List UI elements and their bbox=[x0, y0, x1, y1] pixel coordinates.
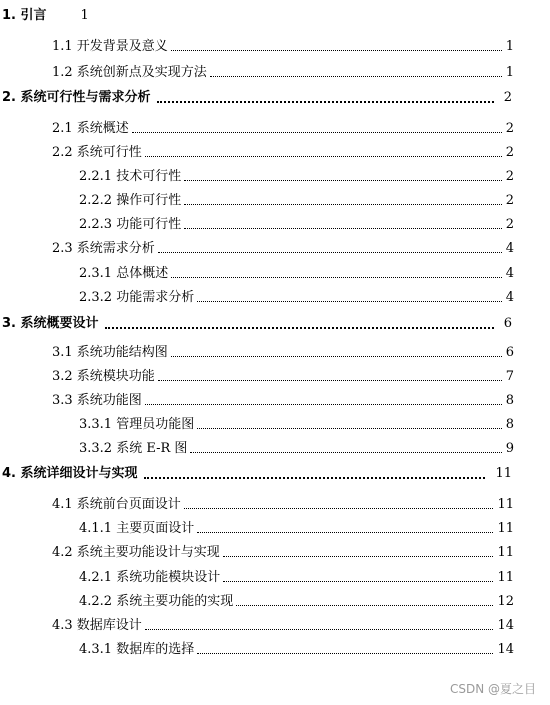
dot-leader bbox=[210, 76, 502, 77]
toc-entry-page-number: 4 bbox=[505, 266, 514, 281]
toc-entry[interactable] bbox=[79, 413, 514, 433]
toc-entry-title: 3.3 系统功能图 bbox=[52, 393, 142, 408]
dot-leader bbox=[105, 327, 494, 329]
dot-leader bbox=[190, 452, 501, 453]
toc-entry-page-number: 11 bbox=[497, 545, 514, 560]
toc-entry-page-number: 2 bbox=[505, 169, 514, 184]
toc-entry-page-number: 2 bbox=[505, 217, 514, 232]
toc-entry-page-number: 12 bbox=[497, 594, 514, 609]
toc-entry-page-number: 4 bbox=[505, 290, 514, 305]
toc-entry-title: 3. 系统概要设计 bbox=[2, 316, 99, 331]
toc-entry[interactable] bbox=[2, 312, 512, 332]
toc-entry-title: 1.1 开发背景及意义 bbox=[52, 39, 168, 54]
toc-entry-title: 2.3.1 总体概述 bbox=[79, 266, 169, 281]
toc-entry[interactable] bbox=[79, 262, 514, 282]
toc-entry-page-number: 1 bbox=[80, 8, 89, 23]
toc-entry-page-number: 6 bbox=[505, 345, 514, 360]
toc-entry-page-number: 1 bbox=[505, 39, 514, 54]
toc-entry-title: 4.1 系统前台页面设计 bbox=[52, 497, 181, 512]
toc-entry[interactable] bbox=[79, 165, 514, 185]
toc-entry[interactable] bbox=[2, 462, 512, 482]
dot-leader bbox=[197, 428, 502, 429]
toc-entry-title: 2.1 系统概述 bbox=[52, 121, 129, 136]
dot-leader bbox=[171, 50, 502, 51]
dot-leader bbox=[145, 629, 494, 630]
dot-leader bbox=[197, 301, 502, 302]
toc-entry-page-number: 11 bbox=[495, 466, 512, 481]
toc-entry-page-number: 11 bbox=[497, 521, 514, 536]
toc-entry-page-number: 2 bbox=[505, 145, 514, 160]
toc-entry[interactable] bbox=[2, 86, 512, 106]
csdn-watermark: CSDN @夏之目 bbox=[449, 682, 536, 696]
dot-leader bbox=[158, 380, 502, 381]
toc-entry[interactable] bbox=[79, 286, 514, 306]
dot-leader bbox=[223, 581, 493, 582]
toc-entry-page-number: 2 bbox=[505, 121, 514, 136]
toc-entry[interactable] bbox=[79, 517, 514, 537]
dot-leader bbox=[132, 132, 502, 133]
toc-entry[interactable] bbox=[52, 365, 514, 385]
toc-entry-title: 4.2 系统主要功能设计与实现 bbox=[52, 545, 220, 560]
dot-leader bbox=[157, 101, 494, 103]
dot-leader bbox=[184, 204, 502, 205]
toc-entry-page-number: 8 bbox=[505, 393, 514, 408]
toc-entry-title: 3.1 系统功能结构图 bbox=[52, 345, 168, 360]
toc-entry-page-number: 14 bbox=[497, 618, 514, 633]
toc-entry-page-number: 2 bbox=[505, 193, 514, 208]
toc-entry-title: 2.2.1 技术可行性 bbox=[79, 169, 182, 184]
dot-leader bbox=[145, 404, 502, 405]
dot-leader bbox=[184, 180, 502, 181]
toc-entry-page-number: 1 bbox=[505, 65, 514, 80]
toc-entry-page-number: 7 bbox=[505, 369, 514, 384]
toc-entry-page-number: 9 bbox=[505, 441, 514, 456]
dot-leader bbox=[223, 556, 494, 557]
toc-entry[interactable] bbox=[52, 35, 514, 55]
toc-entry-title: 4.1.1 主要页面设计 bbox=[79, 521, 195, 536]
dot-leader bbox=[158, 252, 502, 253]
dot-leader bbox=[184, 228, 502, 229]
dot-leader bbox=[184, 508, 494, 509]
toc-entry-page-number: 14 bbox=[497, 642, 514, 657]
toc-entry[interactable] bbox=[79, 437, 514, 457]
toc-entry-title: 2.2.2 操作可行性 bbox=[79, 193, 182, 208]
dot-leader bbox=[171, 277, 502, 278]
toc-entry-title: 4. 系统详细设计与实现 bbox=[2, 466, 138, 481]
toc-entry[interactable] bbox=[52, 117, 514, 137]
toc-entry-title: 3.3.1 管理员功能图 bbox=[79, 417, 195, 432]
toc-entry-title: 1. 引言 bbox=[2, 8, 47, 23]
dot-leader bbox=[171, 356, 502, 357]
toc-entry-title: 2.3 系统需求分析 bbox=[52, 241, 155, 256]
toc-entry-page-number: 4 bbox=[505, 241, 514, 256]
toc-entry[interactable] bbox=[52, 389, 514, 409]
toc-entry[interactable] bbox=[79, 566, 514, 586]
dot-leader bbox=[197, 532, 493, 533]
toc-entry-title: 2.2 系统可行性 bbox=[52, 145, 142, 160]
toc-entry[interactable] bbox=[79, 189, 514, 209]
toc-entry-title: 2.2.3 功能可行性 bbox=[79, 217, 182, 232]
toc-entry-page-number: 6 bbox=[503, 316, 512, 331]
toc-entry-title: 3.2 系统模块功能 bbox=[52, 369, 155, 384]
dot-leader bbox=[197, 653, 493, 654]
toc-entry-title: 4.2.1 系统功能模块设计 bbox=[79, 570, 221, 585]
toc-entry-page-number: 11 bbox=[497, 497, 514, 512]
toc-entry[interactable] bbox=[79, 590, 514, 610]
toc-entry-page-number: 11 bbox=[497, 570, 514, 585]
toc-entry[interactable] bbox=[52, 237, 514, 257]
toc-entry-title: 4.2.2 系统主要功能的实现 bbox=[79, 594, 234, 609]
toc-entry[interactable] bbox=[52, 541, 514, 561]
toc-entry[interactable] bbox=[79, 213, 514, 233]
toc-entry-page-number: 2 bbox=[503, 90, 512, 105]
dot-leader bbox=[145, 156, 502, 157]
dot-leader bbox=[236, 605, 493, 606]
toc-entry-title: 1.2 系统创新点及实现方法 bbox=[52, 65, 207, 80]
toc-entry[interactable] bbox=[52, 493, 514, 513]
toc-entry-title: 4.3.1 数据库的选择 bbox=[79, 642, 195, 657]
toc-entry[interactable] bbox=[52, 61, 514, 81]
toc-entry-title: 4.3 数据库设计 bbox=[52, 618, 142, 633]
toc-entry-page-number: 8 bbox=[505, 417, 514, 432]
toc-entry[interactable] bbox=[52, 141, 514, 161]
toc-entry-title: 2.3.2 功能需求分析 bbox=[79, 290, 195, 305]
toc-entry[interactable] bbox=[2, 4, 512, 24]
toc-entry[interactable] bbox=[52, 614, 514, 634]
toc-entry-title: 3.3.2 系统 E-R 图 bbox=[79, 441, 188, 456]
toc-entry-title: 2. 系统可行性与需求分析 bbox=[2, 90, 151, 105]
toc-entry[interactable] bbox=[79, 638, 514, 658]
toc-entry[interactable] bbox=[52, 341, 514, 361]
dot-leader bbox=[144, 477, 486, 479]
